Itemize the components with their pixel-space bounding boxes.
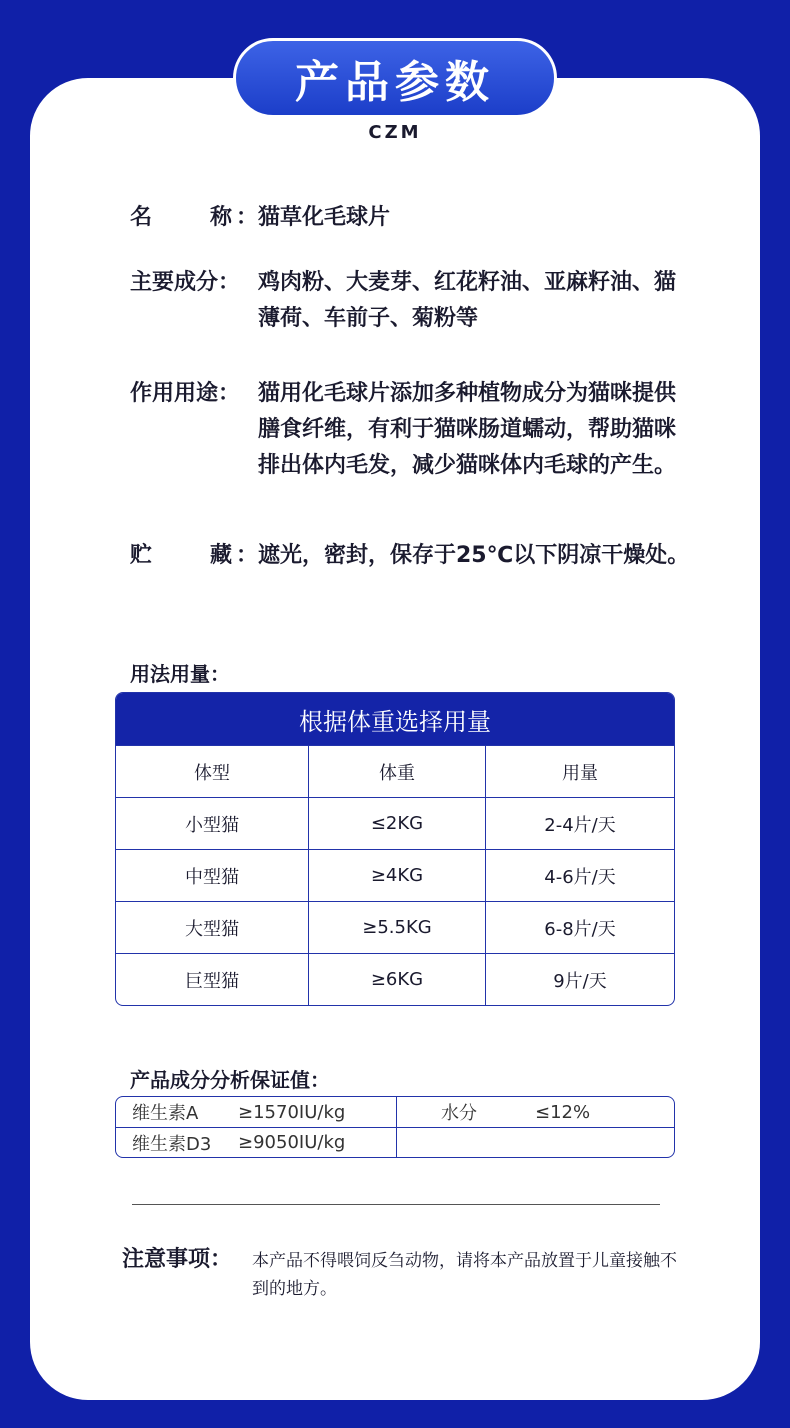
table-cell: 4-6片/天 — [485, 850, 674, 901]
spec-value: 猫草化毛球片 — [258, 205, 391, 230]
table-cell: 大型猫 — [185, 918, 239, 940]
dosage-table — [115, 692, 675, 1006]
table-cell: 维生素D3 ≥9050IU/kg — [116, 1128, 397, 1157]
column-header: 体重 — [308, 746, 485, 797]
spec-label: 贮 藏 ： — [130, 543, 258, 568]
spec-name — [130, 200, 690, 236]
table-row — [116, 1097, 674, 1127]
spec-label: 作用用途： — [130, 381, 241, 406]
table-cell: 6-8片/天 — [485, 902, 674, 953]
table-row — [116, 797, 674, 849]
table-cell: 水分 ≤12% — [441, 1101, 591, 1124]
page-title: 产品参数 — [233, 38, 557, 118]
table-cell: 9片/天 — [485, 954, 674, 1005]
table-cell: ≥4KG — [308, 850, 485, 901]
analysis-table — [115, 1096, 675, 1158]
table-row — [116, 953, 674, 1005]
usage-label: 用法用量： — [130, 662, 230, 686]
table-cell: ≥5.5KG — [308, 902, 485, 953]
table-cell: 维生素A ≥1570IU/kg — [116, 1097, 397, 1127]
spec-storage — [130, 538, 690, 574]
column-header: 用量 — [485, 746, 674, 797]
divider — [132, 1204, 660, 1205]
spec-usage — [130, 376, 690, 484]
table-cell: ≥6KG — [308, 954, 485, 1005]
spec-value: 猫用化毛球片添加多种植物成分为猫咪提供膳食纤维，有利于猫咪肠道蠕动，帮助猫咪排出体内毛发，减少猫咪体内毛球的产生。 — [258, 381, 677, 478]
brand-logo: CZM — [368, 122, 422, 143]
table-cell: 小型猫 — [185, 814, 239, 836]
analysis-label: 产品成分分析保证值： — [130, 1068, 330, 1092]
table-cell: ≤2KG — [308, 798, 485, 849]
table-row — [116, 1127, 674, 1157]
spec-label: 名 称 ： — [130, 205, 258, 230]
table-row — [116, 901, 674, 953]
table-row — [116, 849, 674, 901]
dosage-table-title: 根据体重选择用量 — [116, 693, 674, 745]
spec-value: 鸡肉粉、大麦芽、红花籽油、亚麻籽油、猫薄荷、车前子、菊粉等 — [258, 270, 677, 331]
notice-label: 注意事项： — [122, 1247, 233, 1272]
spec-label: 主要成分： — [130, 270, 241, 295]
spec-value: 遮光，密封，保存于25℃以下阴凉干燥处。 — [258, 543, 690, 568]
table-cell: 中型猫 — [185, 866, 239, 888]
table-cell: 2-4片/天 — [485, 798, 674, 849]
table-header-row — [116, 745, 674, 797]
table-cell: 巨型猫 — [185, 970, 239, 992]
notice-text: 本产品不得喂饲反刍动物，请将本产品放置于儿童接触不到的地方。 — [252, 1251, 677, 1299]
column-header: 体型 — [194, 762, 230, 784]
spec-ingredients — [130, 265, 690, 337]
notice — [122, 1246, 682, 1303]
table-cell — [397, 1128, 674, 1157]
